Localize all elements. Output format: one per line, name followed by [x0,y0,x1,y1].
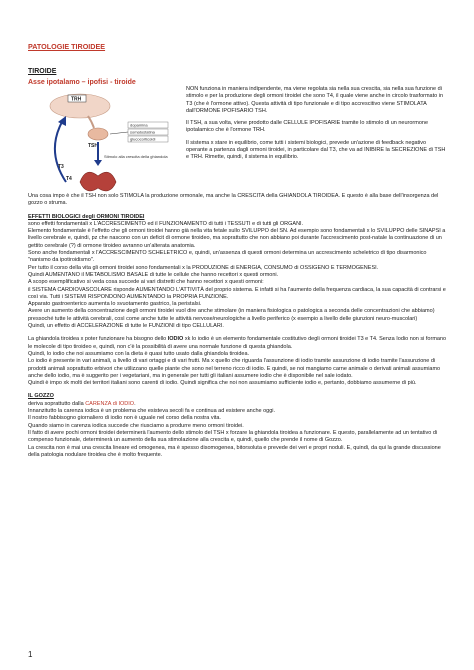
trh-label: TRH [71,96,82,103]
subtitle-asse: Asse ipotalamo – ipofisi - tiroide [28,79,136,86]
page-title: PATOLOGIE TIROIDEE [28,42,106,51]
paragraph: Una cosa impo è che il TSH non solo STIMOLA la produzione ormonale, ma anche la CRESCITA della GHIANDOLA TIROIDEA. E questo è alla base dell'insorgenza del gozzo o struma. [28,193,439,207]
growth-caption: Stimolo alla crescita della ghiandola [104,154,168,159]
paragraph: Lo iodio è presente in vari animali, a livello di vari ortaggi e di vari frutti. Ma x quello che riguarda l'assunzione di iodio tramite assunzione di iodio tramite l'assunzione di prodotti animali soprattutto erbivori che utilizzano quelle piante che sono nel terreno ricco di iodio. E quindi, se noi mangiamo carne animale o derivati animali assumiamo anche dello iodio, ma è suggerito per i vegetariani, ma in generale per tutti gli italiani assumere iodio che è disponibile nel sale iodato. [28,358,441,379]
paragraph: sono effetti fondamentali x L'ACCRESCIMENTO ed il FUNZIONAMENTO di tutti i TESSUTI e di tutti gli ORGANI. [28,220,304,227]
section-heading-tiroide: TIROIDE [28,68,57,75]
paragraph: Quindi, lo iodio che noi assumiamo con la dieta è quasi tutto usato dalla ghiandola tiroidea. [28,350,250,357]
document-body [28,193,448,459]
paragraph: Avere un aumento della concentrazione degli ormoni tiroidei vuol dire anche stimolare (in maniera fisiologica o patologica a seconda delle concentrazioni che abbiamo) pressoché tutte le attività cerebrali, così come anche tutte le attività nervose/neurologiche a livello periferico (x esempio a livello delle giunzioni neuro-muscolari) [28,308,435,322]
paragraph: Apparato gastroenterico aumenta lo svuotamento gastrico, la peristalsi. [28,301,202,308]
paragraph: Sono anche fondamentali x l'ACCRESCIMENTO SCHELETRICO e, quindi, un'assenza di questi ormoni determina un accrescimento scheletrico di tipo disarmonico "nanismo da ipotiroidismo". [28,250,427,264]
dopamina-label: dopamina [130,122,148,128]
paragraph: Quindi è impo xk molti dei territori italiani sono carenti di iodio. Quindi significa che noi non assumiamo sufficiente iodio e, pertanto, dobbiamo assumerne di più. [28,380,417,387]
somatostatina-label: somatostatina [130,129,155,135]
paragraph: Quindi AUMENTANO il METABOLISMO BASALE di tutte le cellule che hanno recettori x questi ormoni. [28,271,279,278]
intro-right-column [186,86,448,167]
paragraph-gozzo-cause: deriva soprattutto dalla CARENZA di IODIO. [28,400,136,407]
carenza-iodio-highlight: CARENZA di IODIO [85,400,135,407]
tsh-label: TSH [88,143,98,149]
paragraph: Innanzitutto la carenza iodica è un problema che esisteva secoli fa e continua ad esistere anche oggi. [28,408,276,415]
paragraph: Quando siamo in carenza iodica succede che riusciamo a produrre meno ormoni tiroidei. [28,422,244,429]
paragraph-iodio: La ghiandola tiroidea x poter funzionare ha bisogno dello IODIO xk lo iodio è un elemento fondamentale costitutivo degli ormoni tiroidei T3 e T4. Senza Iodio non si formano le molecole di tipo tiroideo e, quindi, non c'è la possibilità di avere una normale funzione di questa ghiandola. [28,336,447,350]
page-number: 1 [28,650,33,659]
paragraph: Quindi, un effetto di ACCELERAZIONE di tutte le FUNZIONI di tipo CELLULARI. [28,323,224,330]
t3-label: T3 [58,164,64,170]
pituitary-shape [88,128,108,140]
glucocorticoidi-label: glucocorticoidi [130,136,156,142]
paragraph: Il TSH, a sua volta, viene prodotto dalle CELLULE IPOFISARIE tramite lo stimolo di un neurormone ipotalamico che è l'ormone TRH. [186,120,429,134]
feedback-arrow [55,122,66,182]
hypothalamus-pituitary-thyroid-diagram [40,92,180,202]
iodio-keyword: IODIO [167,336,184,343]
paragraph: NON funziona in maniera indipendente, ma viene regolata sia nella sua crescita, sia nella sua funzione di stimolo e per la produzione degli ormoni tiroidei che sono T4, il quale viene anche in circolo trasformato in T3 (che è l'ormone attivo). Questa attività di tipo funzionale e di tipo accrescitivo viene STIMOLATA dall'ORMONE IPOFISARIO TSH. [186,86,444,114]
paragraph: Elemento fondamentale è l'effetto che gli ormoni tiroidei hanno già nella vita fetale sullo SVILUPPO del SN. Ad esempio sono fondamentali x lo SVILUPPO delle SINAPSI a livello cerebrale e, quindi, pz che nascono con un deficit di ormone tiroideo, ma soprattutto che non abbiano poi durante l'accrescimento post-natale la continuazione di un gettito cerebrale (?) di ormone tiroideo avranno un'alterata anatomia. [28,228,446,249]
paragraph: Il nostro fabbisogno giornaliero di iodio non è uguale nel corso della nostra vita. [28,415,221,422]
section-heading-gozzo: IL GOZZO [28,393,54,400]
thyroid-shape [80,172,116,191]
paragraph: Il sistema x stare in equilibrio, come tutti i sistemi biologici, prevede un'azione di feedback negativo operante a partenza dagli ormoni tiroidei, in particolare dal T3, che va ad INIBIRE la SECREZIONE di TSH e TRH. Rimette, quindi, il sistema in equilibrio. [186,139,446,161]
paragraph: Per tutto il corso della vita gli ormoni tiroidei sono fondamentali x la PRODUZIONE di ENERGIA, CONSUMO di OSSIGENO E TERMOGENESI. [28,264,379,271]
paragraph: La crescita non è mai una crescita lineare ed omogenea, ma è spesso disomogenea, bitorsoluta e prevede dei veri e propri noduli. E, quindi, da qui la grande discussione della patologia nodulare tiroidea che è molto frequente. [28,444,441,458]
paragraph: il SISTEMA CARDIOVASCOLARE risponde AUMENTANDO L'ATTIVITÀ del proprio sistema. E infatti si ha l'aumento della frequenza cardiaca, la sua capacità di contrarsi e così via. Tutti i SISTEMI RISPONDONO AUMENTANDO la PROPRIA FUNZIONE. [28,286,446,300]
paragraph: Il fatto di avere pochi ormoni tiroidei determinerà l'aumento dello stimolo del TSH x forzare la ghiandola tiroidea a funzionare. E questo, parallelamente ad un tentativo di compenso funzionale, determinerà un aumento della sua stimolazione alla crescita e, quindi, quello che prende il nome di Gozzo. [28,429,438,444]
t4-label: T4 [66,176,72,182]
section-heading-effetti: EFFETTI BIOLOGICI degli ORMONI TIROIDEI [28,213,145,220]
paragraph: A scopo esemplificativo si veda cosa succede ai vari distretti che hanno recettori x questi ormoni: [28,279,264,286]
